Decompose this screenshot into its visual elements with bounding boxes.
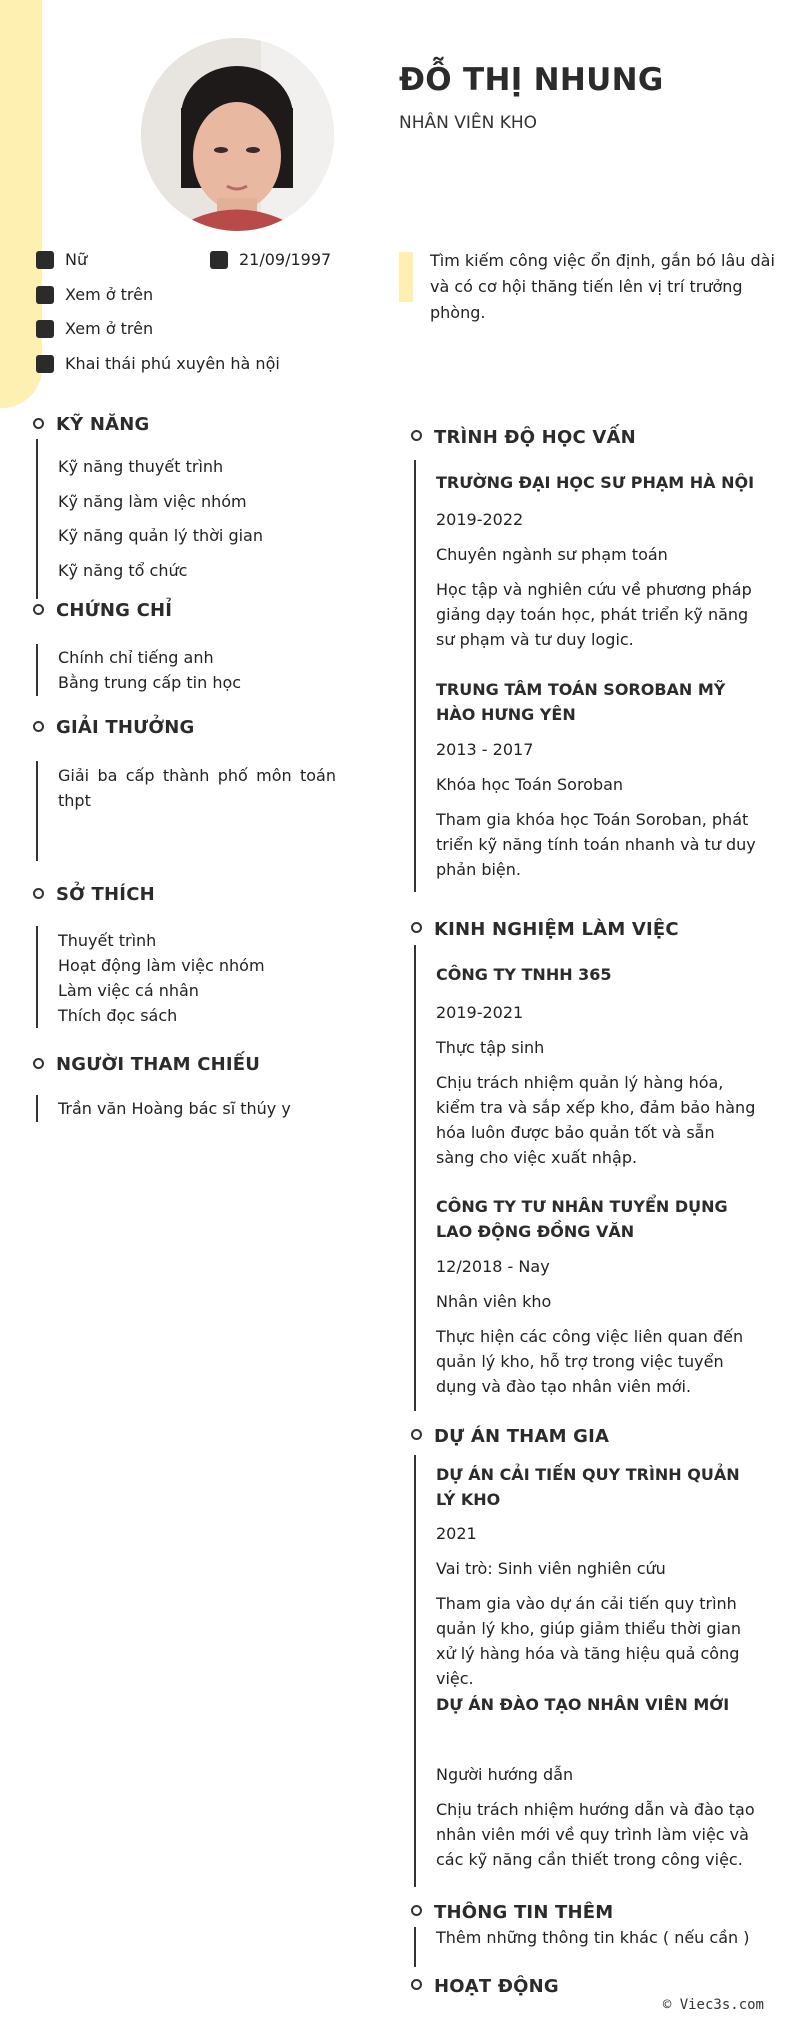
section-dot bbox=[411, 1429, 422, 1440]
section-dot bbox=[33, 888, 44, 899]
project-role: Vai trò: Sinh viên nghiên cứu bbox=[436, 1559, 666, 1578]
education-major: Chuyên ngành sư phạm toán bbox=[436, 545, 668, 564]
reference-text: Trần văn Hoàng bác sĩ thúy y bbox=[58, 1099, 291, 1118]
section-line bbox=[414, 945, 416, 1411]
company-name: CÔNG TY TƯ NHÂN TUYỂN DỤNG LAO ĐỘNG ĐỒNG VĂN bbox=[436, 1197, 728, 1241]
school-name: TRƯỜNG ĐẠI HỌC SƯ PHẠM HÀ NỘI bbox=[436, 473, 755, 492]
phone-value: Xem ở trên bbox=[65, 285, 154, 304]
certificates-title: CHỨNG CHỈ bbox=[56, 600, 173, 621]
education-major: Khóa học Toán Soroban bbox=[436, 775, 624, 794]
decorative-accent-strip bbox=[0, 0, 42, 408]
experience-desc: Chịu trách nhiệm quản lý hàng hóa, kiểm tra và sắp xếp kho, đảm bảo hàng hóa luôn được bảo quản tốt và sẵn sàng cho việc xuất nhập. bbox=[436, 1073, 756, 1167]
certificate-item: Bằng trung cấp tin học bbox=[58, 673, 242, 692]
award-text: Giải ba cấp thành phố môn toán thpt bbox=[58, 766, 336, 810]
gender-value: Nữ bbox=[65, 250, 88, 269]
projects-title: DỰ ÁN THAM GIA bbox=[434, 1426, 610, 1447]
project-name: DỰ ÁN ĐÀO TẠO NHÂN VIÊN MỚI bbox=[436, 1695, 730, 1714]
section-dot bbox=[33, 418, 44, 429]
section-line bbox=[36, 644, 38, 696]
experience-role: Nhân viên kho bbox=[436, 1292, 552, 1311]
section-line bbox=[414, 460, 416, 892]
hobby-item: Làm việc cá nhân bbox=[58, 981, 199, 1000]
hobbies-title: SỞ THÍCH bbox=[56, 884, 155, 905]
education-desc: Tham gia khóa học Toán Soroban, phát triển kỹ năng tính toán nhanh và tư duy phản biện. bbox=[436, 810, 756, 879]
skill-item: Kỹ năng quản lý thời gian bbox=[58, 526, 263, 545]
birthday-value: 21/09/1997 bbox=[239, 250, 332, 269]
certificate-item: Chính chỉ tiếng anh bbox=[58, 648, 214, 667]
project-desc: Chịu trách nhiệm hướng dẫn và đào tạo nhân viên mới về quy trình làm việc và các kỹ năng cần thiết trong công việc. bbox=[436, 1800, 755, 1869]
awards-title: GIẢI THƯỞNG bbox=[56, 717, 195, 738]
section-dot bbox=[411, 1905, 422, 1916]
experience-desc: Thực hiện các công việc liên quan đến quản lý kho, hỗ trợ trong việc tuyển dụng và đào tạo nhân viên mới. bbox=[436, 1327, 744, 1396]
education-time: 2019-2022 bbox=[436, 510, 524, 529]
additional-info-text: Thêm những thông tin khác ( nếu cần ) bbox=[436, 1928, 750, 1947]
info-gender bbox=[36, 250, 87, 269]
info-email bbox=[36, 319, 153, 338]
section-line bbox=[36, 761, 38, 861]
hobby-item: Thích đọc sách bbox=[58, 1006, 178, 1025]
location-pin-icon bbox=[36, 355, 54, 373]
section-dot bbox=[33, 604, 44, 615]
school-name: TRUNG TÂM TOÁN SOROBAN MỸ HÀO HƯNG YÊN bbox=[436, 680, 726, 724]
skill-item: Kỹ năng làm việc nhóm bbox=[58, 492, 247, 511]
education-desc: Học tập và nghiên cứu về phương pháp giảng dạy toán học, phát triển kỹ năng sư phạm và tư duy logic. bbox=[436, 580, 752, 649]
skills-title: KỸ NĂNG bbox=[56, 414, 150, 435]
project-time: 2021 bbox=[436, 1524, 477, 1543]
info-address bbox=[36, 354, 280, 373]
job-title: NHÂN VIÊN KHO bbox=[399, 113, 538, 133]
skill-item: Kỹ năng thuyết trình bbox=[58, 457, 224, 476]
address-value: Khai thái phú xuyên hà nội bbox=[65, 354, 280, 373]
references-title: NGƯỜI THAM CHIẾU bbox=[56, 1054, 261, 1075]
section-line bbox=[36, 1095, 38, 1122]
company-name: CÔNG TY TNHH 365 bbox=[436, 965, 612, 984]
section-line bbox=[414, 1927, 416, 1967]
experience-role: Thực tập sinh bbox=[436, 1038, 545, 1057]
avatar bbox=[141, 38, 334, 231]
watermark: © Viec3s.com bbox=[662, 1997, 764, 2013]
section-dot bbox=[411, 1979, 422, 1990]
hobby-item: Hoạt động làm việc nhóm bbox=[58, 956, 265, 975]
experience-title: KINH NGHIỆM LÀM VIỆC bbox=[434, 919, 679, 940]
section-dot bbox=[33, 1058, 44, 1069]
project-role: Người hướng dẫn bbox=[436, 1765, 574, 1784]
additional-info-title: THÔNG TIN THÊM bbox=[434, 1902, 614, 1923]
gender-icon bbox=[36, 251, 54, 269]
education-title: TRÌNH ĐỘ HỌC VẤN bbox=[434, 427, 636, 448]
section-line bbox=[36, 926, 38, 1028]
email-value: Xem ở trên bbox=[65, 319, 154, 338]
calendar-icon bbox=[210, 251, 228, 269]
section-dot bbox=[411, 430, 422, 441]
experience-time: 12/2018 - Nay bbox=[436, 1257, 550, 1276]
skill-item: Kỹ năng tổ chức bbox=[58, 561, 188, 580]
objective-accent-bar bbox=[399, 252, 413, 302]
section-line bbox=[414, 1455, 416, 1887]
section-line bbox=[36, 439, 38, 599]
phone-icon bbox=[36, 286, 54, 304]
activities-title: HOẠT ĐỘNG bbox=[434, 1976, 559, 1997]
candidate-name: ĐỖ THỊ NHUNG bbox=[399, 62, 664, 98]
project-name: DỰ ÁN CẢI TIẾN QUY TRÌNH QUẢN LÝ KHO bbox=[436, 1465, 740, 1509]
avatar-photo bbox=[141, 38, 334, 231]
hobby-item: Thuyết trình bbox=[58, 931, 157, 950]
section-dot bbox=[33, 721, 44, 732]
info-phone bbox=[36, 285, 153, 304]
email-icon bbox=[36, 320, 54, 338]
section-dot bbox=[411, 922, 422, 933]
project-desc: Tham gia vào dự án cải tiến quy trình quản lý kho, giúp giảm thiểu thời gian xử lý hàng hóa và tăng hiệu quả công việc. bbox=[436, 1594, 741, 1688]
info-birthday bbox=[210, 250, 331, 269]
education-time: 2013 - 2017 bbox=[436, 740, 534, 759]
experience-time: 2019-2021 bbox=[436, 1003, 524, 1022]
career-objective: Tìm kiếm công việc ổn định, gắn bó lâu dài và có cơ hội thăng tiến lên vị trí trưởng phòng. bbox=[430, 251, 775, 322]
